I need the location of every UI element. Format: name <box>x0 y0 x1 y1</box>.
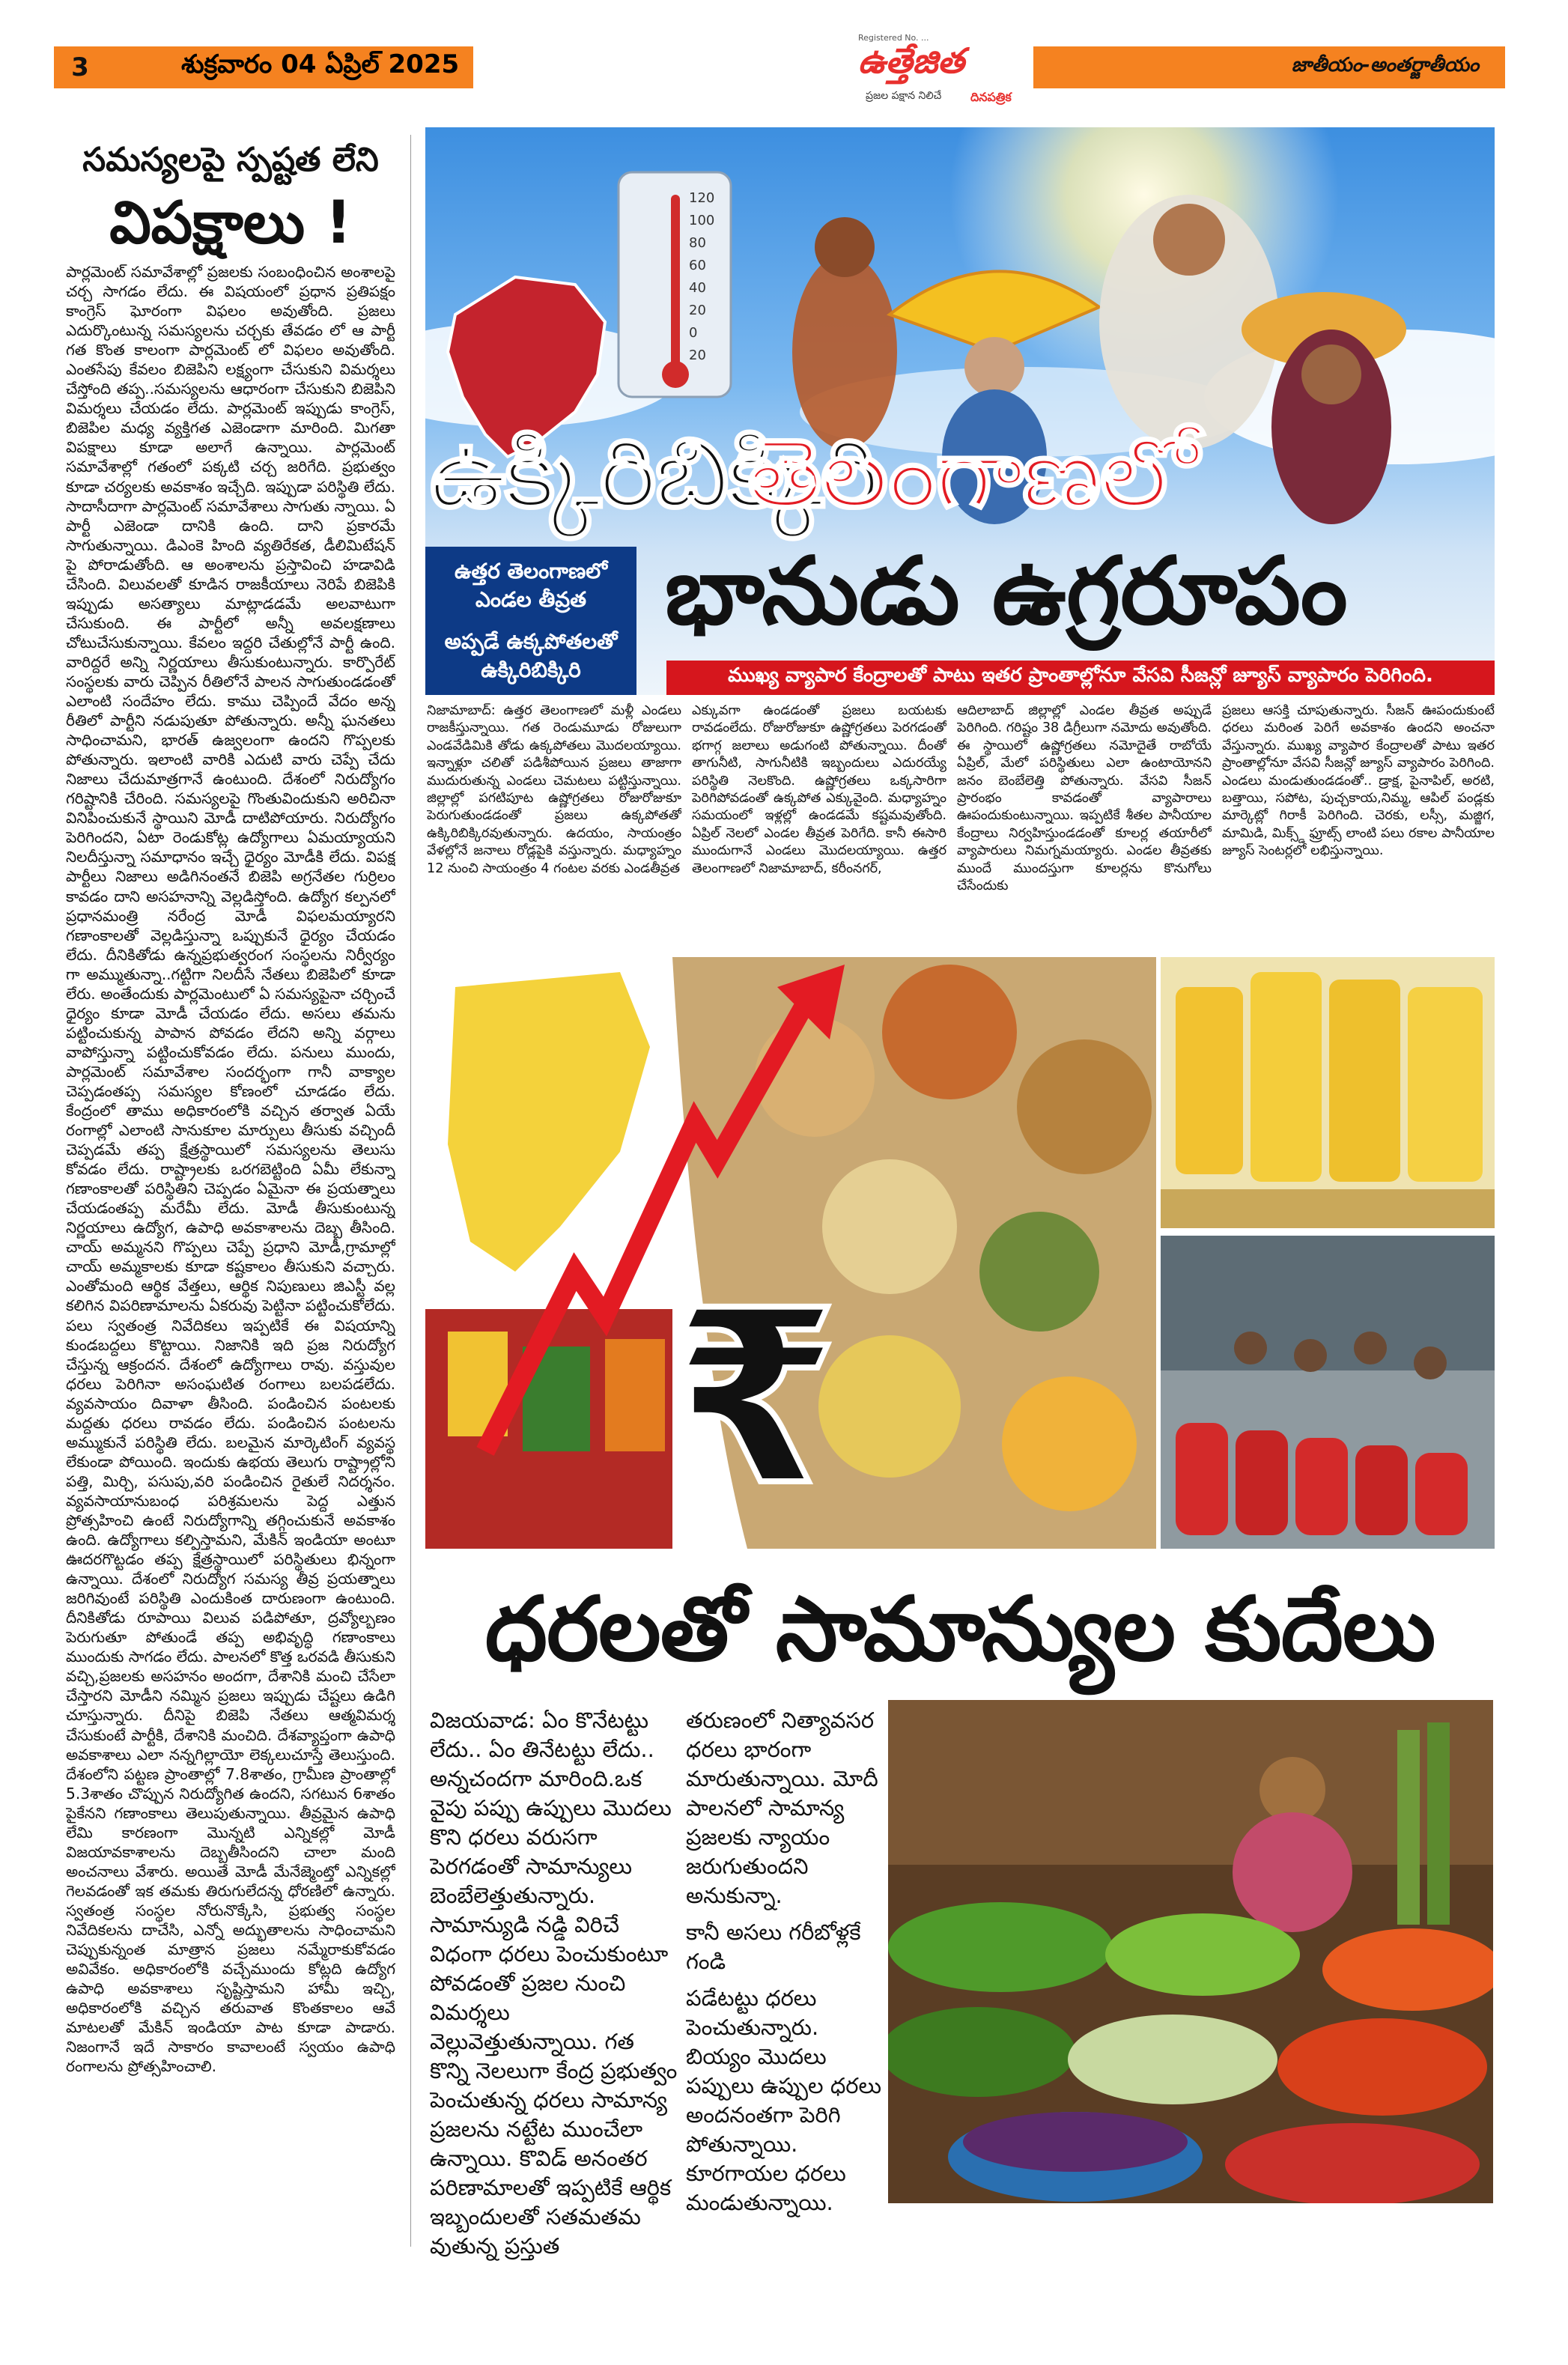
left-headline-line1: సమస్యలపై స్పష్టత లేని <box>82 141 379 179</box>
thermometer-tick-label: 40 <box>689 280 706 296</box>
masthead-registration: Registered No. ... <box>858 33 929 43</box>
hero-box-line2: ఎండల తీవ్రత <box>475 587 586 612</box>
left-headline-line2: విపక్షాలు ! <box>109 189 352 257</box>
page-number: 3 <box>58 46 102 88</box>
heat-article-col3: ఆదిలాబాద్ జిల్లాల్లో ఎండల తీవ్రత అప్పుడే పెరిగింది. గరిష్టం 38 డిగ్రీలుగా నమోదు అవుతోంది. ఈ స్థాయిలో ఉష్ణోగ్రతలు నమోదైతే రాబోయే ఏప్రిల్, మేలో పరిస్థితులు ఎలా ఉంటాయోనని జనం బెంబేలెత్తి పోతున్నారు. వేసవి సీజన్ ప్రారంభం కావడంతో వ్యాపారాలు ఊపందుకుంటున్నాయి. ఇప్పటికే శీతల పానీయాల కేంద్రాలు నిర్వహిస్తుండడంతో కూలర్ల తయారీలో వ్యాపారులు నిమగ్నమయ్యారు. ఎండల తీవ్రతకు ముందే ముందస్తుగా కూలర్లను కొనుగోలు చేసేందుకు <box>957 703 1212 894</box>
hero-headline-part2: తెలంగాణలో <box>747 418 1197 529</box>
thermometer-tick-label: 60 <box>689 258 706 273</box>
vegetable-stall <box>888 1700 1493 2203</box>
thermometer-tick-label: 20 <box>689 303 706 318</box>
masthead <box>836 30 1023 112</box>
price-rise-illustration <box>425 957 1156 1549</box>
cooking-oil-photo <box>1161 957 1495 1228</box>
left-article-body: పార్లమెంట్ సమావేశాల్లో ప్రజలకు సంబంధించిన అంశాలపై చర్చ సాగడం లేదు. ఈ విషయంలో ప్రధాన ప్రతిపక్షం కాంగ్రెస్ ఘోరంగా విఫలం అవుతోంది. ప్రజలు ఎదుర్కొంటున్న సమస్యలను చర్చకు తేవడం లో ఆ పార్టీ గత కొంత కాలంగా పార్లమెంట్ లో విఫలం అవుతోంది. ఎంతసేపు కేవలం బిజెపిని లక్ష్యంగా చేసుకుని విమర్శలు చేస్తోంది తప్ప..సమస్యలను ఆధారంగా చేసుకుని బిజెపిని విమర్శలు చేయడం లేదు. పార్లమెంట్ ఇప్పుడు కాంగ్రెస్, బిజెపిల మధ్య వ్యక్తిగత ఎజెండాగా మారింది. మిగతా విపక్షాలు కూడా అలాగే ఉన్నాయి. పార్లమెంట్ సమావేశాల్లో గతంలో పక్కటి చర్చ జరిగేది. ప్రభుత్వం కూడా చర్యలకు అవకాశం ఇచ్చేది. ఇప్పుడా పరిస్థితి లేదు. సాదాసీదాగా పార్లమెంట్ సమావేశాలు సాగుతు న్నాయి. ఏ పార్టీ ఎజెండా దానికి ఉంది. దాని ప్రకారమే సాగుతున్నాయి. డిఎంకె హింది వ్యతిరేకత, డీలిమిటేషన్ పై పోరాడుతోంది. ఆ అంశాలను ప్రస్తావించి హడావిడి చేసింది. విలువలతో కూడిన రాజకీయాలు నెరిపే బిజెపికి ఇప్పుడు అసత్యాలు మాట్లాడడమే అలవాటుగా చేసుకుంది. ఈ పార్టీలో అన్నీ అవలక్షణాలు చోటుచేసుకున్నాయి. కేవలం ఇద్దరి చేతుల్లోనే పార్టీ ఉంది. వారిద్దరే అన్ని నిర్ణయాలు తీసుకుంటున్నారు. కార్పొరేట్ సంస్థలకు వారు చెప్పిన రీతిలోనే పాలన సాగుతుండడంతో ఎలాంటి సందేహం లేదు. కాము చెప్పిందే వేదం అన్న రీతిలో పార్టీని నడుపుతూ పోతున్నారు. అన్నీ ఘనతలు సాధించామని, భారత్ ఉజ్వలంగా ఉందని గొప్పలకు పోతున్నారు. ఇలాంటి వారికి ఎదుటి వారు చెప్పే చేదు నిజాలు చేదుమాత్రగానే ఉంటుంది. దేశంలో నిరుద్యోగం గరిష్టానికి చేరింది. సమస్యలపై గొంతువిందుకుని అరిచినా వినిపించుకునే స్థాయిని మోడీ దాటిపోయారు. నిరుద్యోగం పెరిగిందని, ఏటా రెండుకోట్ల ఉద్యోగాలు ఏమయ్యాయని నిలదీస్తున్నా సమాధానం ఇచ్చే ధైర్యం మోడీకి లేదు. విపక్ష పార్టీలు నిజాలు అడిగినంతనే బిజెపి అగ్రనేతల గుర్రిలం కావడం దాని అసహనాన్ని వెల్లడిస్తోంది. ఉద్యోగ కల్పనలో ప్రధానమంత్రి నరేంద్ర మోడీ విఫలమయ్యారని గణాంకాలతో వెల్లడిస్తున్నా ఒప్పుకునే ధైర్యం చేయడం లేదు. దీనికితోడు ఉన్నప్రభుత్వరంగ సంస్థలను నిర్వీర్యం గా అమ్ముతున్నా..గట్టిగా నిలదీసే నేతలు బిజెపిలో కూడా లేరు. అంతేందుకు పార్లమెంటులో ఏ సమస్యపైనా చర్చించే ధైర్యం కూడా మోడీ చేయడం లేదు. అసలు తమను పట్టించుకున్న పాపాన పోవడం లేదని అన్ని వర్గాలు వాపోస్తున్నా పట్టించుకోవడం లేదు. పనులు ముందు, పార్లమెంట్ సమావేశాల సందర్భంగా గానీ వాక్యాల చెప్పడంతప్ప సమస్యల కోణంలో చూడడం లేదు. కేంద్రంలో తాము అధికారంలోకి వచ్చిన తర్వాత ఏయే రంగాల్లో ఎలాంటి సానుకూల మార్పులు తీసుకు వచ్చిందీ చెప్పడమే తప్ప క్షేత్రస్థాయిలో సమస్యలను తెలుసు కోవడం లేదు. రాష్ట్రాలకు ఒరగబెట్టింది ఏమీ లేకున్నా గణాంకాలతో పరిస్థితిని చెప్పడం ఏమైనా ఈ ప్రయత్నాలు చేయడంతప్ప మరేమీ లేదు. మోడీ తీసుకుంటున్న నిర్ణయాలు ఉద్యోగ, ఉపాధి అవకాశాలను దెబ్బ తీసింది. చాయ్ అమ్మనని గొప్పలు చెప్పే ప్రధాని మోడీ,గ్రామాల్లో చాయ్ అమ్మకాలకు కూడా కష్టకాలం తీసుకుని వచ్చారు. ఎంతోమంది ఆర్థిక వేత్తలు, ఆర్థిక నిపుణులు జిఎస్టీ వల్ల కలిగిన విపరిణామాలను ఏకరువు పెట్టినా పట్టించుకోలేదు. పలు స్వతంత్ర నివేదికలు ఇప్పటికే ఈ విషయాన్ని కుండబద్దలు కొట్టాయి. నిజానికి ఇది ప్రజ నిరుద్యోగ చేస్తున్న ఆక్రందన. దేశంలో ఉద్యోగాలు రావు. వస్తువుల ధరలు పెరిగినా అసంఘటిత రంగాలు బలపడలేదు. వ్యవసాయం దివాళా తీసింది. పండించిన పంటలకు మద్దతు ధరలు రావడం లేదు. పండించిన పంటలను అమ్ముకునే పరిస్థితి లేదు. బలమైన మార్కెటింగ్ వ్యవస్థ లేకుండా పోయింది. ఇందుకు ఉభయ తెలుగు రాష్ట్రాల్లోని పత్తి, మిర్చి, పసుపు,వరి పండించిన రైతులే నిదర్శనం. వ్యవసాయానుబంధ పరిశ్రమలను పెద్ద ఎత్తున ప్రోత్సహించి ఉంటే నిరుద్యోగాన్ని తగ్గించుకునే అవకాశం ఉంది. ఉద్యోగాలు కల్పిస్తామని, మేకిన్ ఇండియా అంటూ ఊదరగొట్టడం తప్ప క్షేత్రస్థాయిలో పరిస్థితులు భిన్నంగా ఉన్నాయి. దేశంలో నిరుద్యోగ సమస్య తీవ్ర ప్రయత్నాలు జరిగివుంటే పరిస్థితి ఎందుకింత దారుణంగా ఉంటుంది. దీనికితోడు రూపాయి విలువ పడిపోతూ, ద్రవ్యోల్బణం పెరుగుతూ పోతుండే తప్ప అభివృద్ధి గణాంకాలు ముందుకు సాగడం లేదు. పాలనలో కొత్త ఒరవడి తీసుకుని వచ్చి,ప్రజలకు అసహనం అందగా, దేశానికి మంచి చేసేలా చేస్తారని మోడీని నమ్మిన ప్రజలు ఇప్పుడు చేష్టలు ఉడిగి చూస్తున్నారు. దీనిపై బిజెపి నేతలు ఆత్మవిమర్శ చేసుకుంటే పార్టీకి, దేశానికి మంచిది. దేశవ్యాప్తంగా ఉపాధి అవకాశాలు ఎలా నన్నగిల్లాయో లెక్కలుచూస్తే తెలుస్తుంది. దేశంలోని పట్టణ ప్రాంతాల్లో 7.8శాతం, గ్రామీణ ప్రాంతాల్లో 5.3శాతం చొప్పున నిరుద్యోగిత ఉందని, సగటున 6శాతం పైకేనని గణాంకాలు తెలుపుతున్నాయి. తీవ్రమైన ఉపాధి లేమి కారణంగా మొన్నటి ఎన్నికల్లో మోడీ విజయావకాశాలను దెబ్బతీసిందని చాలా మంది అంచనాలు వేశారు. అయితే మోడీ మేనేజ్మెంట్తో ఎన్నికల్లో గెలవడంతో ఇక తమకు తిరుగులేదన్న ధోరణిలో ఉన్నారు. స్వతంత్ర సంస్థల నోరునొక్కేసి, ప్రభుత్వ సంస్థల నివేదికలను దాచేసి, ఎన్నో అద్భుతాలను సాధించామని చెప్పుకున్నంత మాత్రాన ప్రజలు నమ్మేరాకుకోవడం అవివేకం. అధికారంలోకి వచ్చేముందు కోట్లది ఉద్యోగ ఉపాధి అవకాశాలు సృష్టిస్తామని హామీ ఇచ్చి, అధికారంలోకి వచ్చిన తరువాత కొంతకాలం ఆవే మాటలతో మేకిన్ ఇండియా పాట కూడా పాడారు. నిజంగానే ఇదే సాకారం కావాలంటే స్వయం ఉపాధి రంగాలను ప్రోత్సహించాలి. <box>66 263 395 2076</box>
thermometer-tick-label: 0 <box>689 325 698 341</box>
thermometer-tick-label: 120 <box>689 190 715 206</box>
hero-box-line1: ఉత్తర తెలంగాణలో <box>454 559 608 583</box>
hero-summary-box <box>425 547 636 695</box>
gas-cylinders <box>1161 1236 1495 1549</box>
thermometer-tick-label: 20 <box>689 347 706 363</box>
thermometer-tick-label: 100 <box>689 213 715 228</box>
masthead-daily: దినపత్రిక <box>970 90 1012 104</box>
price-article-col2-para2: కానీ అసలు గరీబోళ్లకే గండి <box>686 1919 861 1974</box>
heat-article-col4: ప్రజలు ఆసక్తి చూపుతున్నారు. సీజన్ ఊపందుకుంటే ధరలు మరింత పెరిగే అవకాశం ఉందని అంచనా వేస్తున్నారు. ముఖ్య వ్యాపార కేంద్రాలతో పాటు ఇతర ప్రాంతాల్లోనూ వేసవి సీజన్లో జ్యూస్ వ్యాపారం పెరిగింది. ఎండలు మండుతుండడంతో.. డ్రాక్ష, పైనాపిల్, అరటి, బత్తాయి, సపోట, పుచ్చకాయ,నిమ్మ, ఆపిల్ పండ్లకు మార్కెట్లో గిరాకీ పెరిగింది. చెరకు, లస్సీ, మజ్జిగ, మామిడి, మిక్స్డ్ ఫ్రూట్స్ లాంటి పలు రకాల పానీయాల జ్యూస్ సెంటర్లలో లభిస్తున్నాయి. <box>1222 703 1495 859</box>
heat-article-col2: ఎక్కువగా ఉండడంతో ప్రజలు బయటకు రావడంలేదు. రోజురోజుకూ ఉష్ణోగ్రతలు పెరగడంతో భగాగ్గ జలాలు అడుగంటి పోతున్నాయి. దీంతో తాగునీటి, సాగునీటికి ఇబ్బందులు ఎదురయ్యే పరిస్థితి నెలకొంది. ఉష్ణోగ్రతలు ఒక్కసారిగా పెరిగిపోవడంతో ఉక్కపోత ఎక్కువైంది. మధ్యాహ్నం సమయంలో ఇళ్లల్లో ఉండడమే కష్టమవుతోంది. ఏప్రిల్ నెలలో ఎండల తీవ్రత పెరిగేది. కానీ ఈసారి ముందుగానే ఎండలు మొదలయ్యాయి. ఉత్తర తెలంగాణలో నిజామాబాద్, కరీంనగర్, <box>692 703 946 876</box>
column-divider <box>410 135 411 2247</box>
hero-box-line4: ఉక్కిరిబిక్కిరి <box>481 658 581 682</box>
masthead-tagline: ప్రజల పక్షాన నిలిచే <box>866 90 942 102</box>
rupee-icon: ₹ <box>672 1260 839 1538</box>
hero-box-line3: అప్పడే ఉక్కపోతలతో <box>444 629 618 654</box>
price-article-col1: విజయవాడ: ఏం కొనేటట్టు లేదు.. ఏం తినేటట్టు లేదు.. అన్నచందగా మారింది.ఒక వైపు పప్పు ఉప్పులు మొదలు కొని ధరలు వరుసగా పెరగడంతో సామాన్యులు బెంబేలెత్తుతున్నారు. సామాన్యుడి నడ్డి విరిచే విధంగా ధరలు పెంచుకుంటూ పోవడంతో ప్రజల నుంచి విమర్శలు వెల్లువెత్తుతున్నాయి. గత కొన్ని నెలలుగా కేంద్ర ప్రభుత్వం పెంచుతున్న ధరలు సామాన్య ప్రజలను నట్టేట ముంచేలా ఉన్నాయి. కొవిడ్ అనంతర పరిణామాలతో ఇప్పటికే ఆర్థిక ఇబ్బందులతో సతమతమ వుతున్న ప్రస్తుత <box>430 1707 678 2259</box>
price-headline: ధరలతో సామాన్యుల కుదేలు <box>484 1577 1435 1681</box>
gas-cylinder-queue-photo <box>1161 1236 1495 1549</box>
oil-bottles <box>1161 957 1495 1228</box>
price-article-col2-para3: పడేటట్టు ధరలు పెంచుతున్నారు. బియ్యం మొదలు పప్పులు ఉప్పుల ధరలు అందనంతగా పెరిగి పోతున్నాయి. కూరగాయల ధరలు మండుతున్నాయి. <box>686 1985 882 2215</box>
price-collage <box>425 957 1156 1549</box>
section-label: జాతీయం-అంతర్జాతీయం <box>1291 54 1480 76</box>
masthead-title: ఉత్తేజిత <box>858 40 964 81</box>
price-article-col2-para1: తరుణంలో నిత్యావసర ధరలు భారంగా మారుతున్నాయి. మోదీ పాలనలో సామాన్య ప్రజలకు న్యాయం జరుగుతుందని అనుకున్నా. <box>686 1707 878 1908</box>
hero-headline-part1: ఉక్కిరిబిక్కిరి <box>430 418 878 529</box>
hero-banner <box>425 127 1495 695</box>
price-article-col2 <box>686 1706 882 2283</box>
hero-headline-line2: భానుడు ఉగ్రరూపం <box>665 538 1348 646</box>
issue-date: శుక్రవారం 04 ఏప్రిల్ 2025 <box>181 49 460 79</box>
heat-article-col1: నిజామాబాద్: ఉత్తర తెలంగాణలో మళ్లీ ఎండలు రాజకీస్తున్నాయి. గత రెండుమూడు రోజులుగా ఎండవేడిమికి తోడు ఉక్కపోతలు మొదలయ్యాయి. ఇన్నాళ్లూ చలితో పడిశీపోయిన ప్రజలు తాజాగా ముదురుతున్న ఎండలు చెమటలు పట్టిస్తున్నాయి. జిల్లాల్లో పగటిపూట ఉష్ణోగ్రతలు రోజురోజుకూ పెరుగుతుండడంతో ప్రజలు ఉక్కపోతతో ఉక్కిరిబిక్కిరవుతున్నారు. ఉదయం, సాయంత్రం వేళల్లోనే జనాలు రోడ్లపైకి వస్తున్నారు. మధ్యాహ్నం 12 నుంచి సాయంత్రం 4 గంటల వరకు ఎండతీవ్రత <box>427 703 681 876</box>
hero-strapline: ముఖ్య వ్యాపార కేంద్రాలతో పాటు ఇతర ప్రాంతాల్లోనూ వేసవి సీజన్లో జ్యూస్ వ్యాపారం పెరిగింది. <box>666 661 1495 695</box>
vegetable-market-photo <box>888 1700 1493 2203</box>
thermometer-tick-label: 80 <box>689 235 706 251</box>
